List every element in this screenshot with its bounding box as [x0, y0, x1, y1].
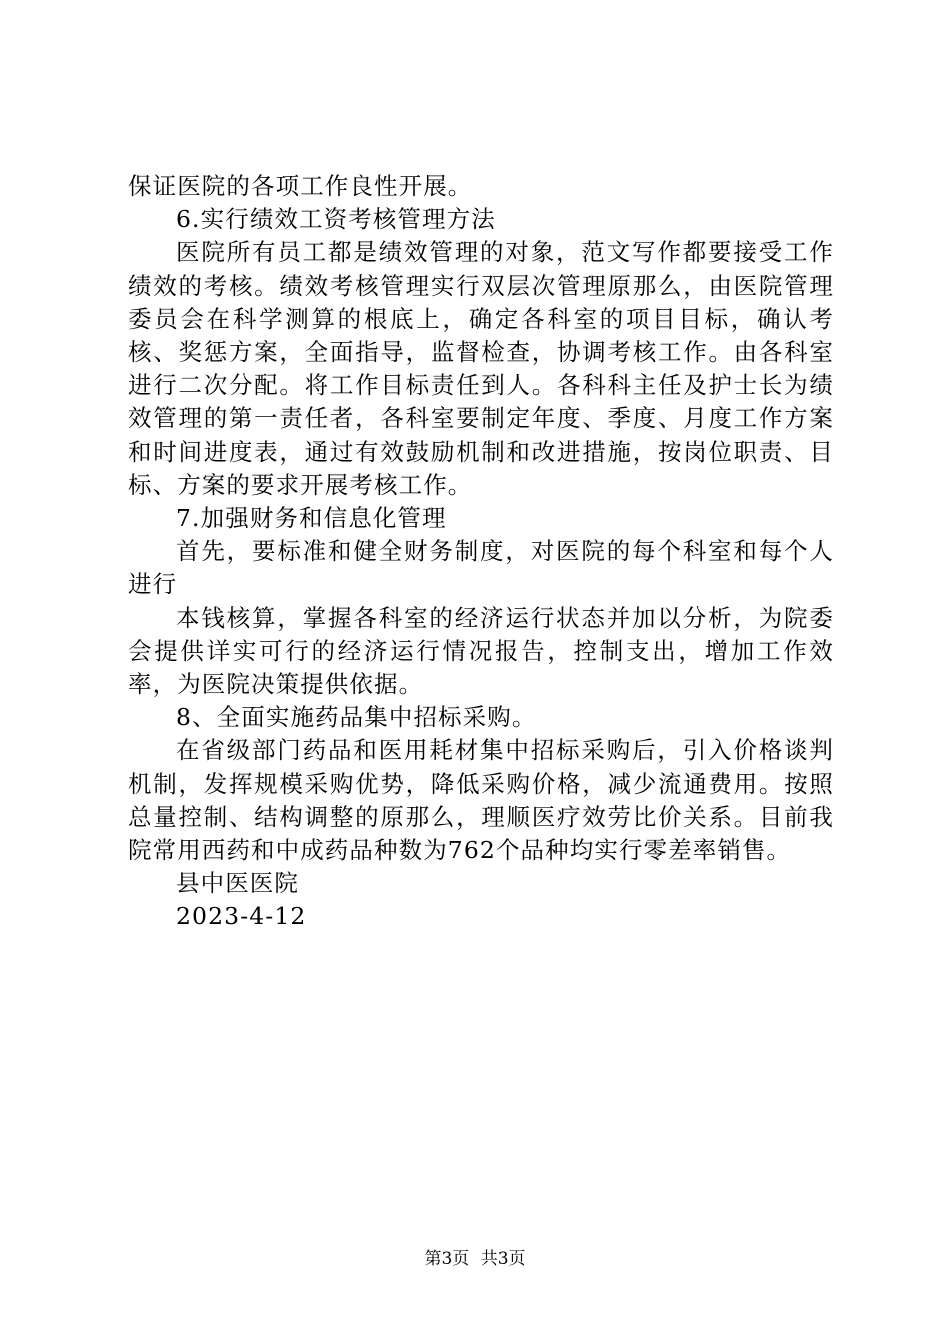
paragraph-continuation: 保证医院的各项工作良性开展。 [128, 172, 473, 200]
paragraph-finance-intro: 首先，要标准和健全财务制度，对医院的每个科室和每个人进行 [128, 537, 834, 599]
paragraph-performance: 医院所有员工都是绩效管理的对象，范文写作都要接受工作绩效的考核。绩效考核管理实行双层次管理原那么，由医院管理委员会在科学测算的根底上，确定各科室的项目目标，确认考核、奖惩方案，全面指导，监督检查，协调考核工作。由各科室进行二次分配。将工作目标责任到人。各科科主任及护士长为绩效管理的第一责任者，各科室要制定年度、季度、月度工作方案和时间进度表，通过有效鼓励机制和改进措施，按岗位职责、目标、方案的要求开展考核工作。 [128, 238, 834, 499]
section-heading-7: 7.加强财务和信息化管理 [176, 504, 447, 533]
document-body [128, 170, 834, 934]
section-heading-8: 8、全面实施药品集中招标采购。 [176, 703, 537, 732]
paragraph-cost-accounting: 本钱核算，掌握各科室的经济运行状态并加以分析，为院委会提供详实可行的经济运行情况报告，控制支出，增加工作效率，为医院决策提供依据。 [128, 603, 834, 699]
signature-org: 县中医医院 [176, 869, 299, 898]
paragraph-procurement: 在省级部门药品和医用耗材集中招标采购后，引入价格谈判机制，发挥规模采购优势，降低采购价格，减少流通费用。按照总量控制、结构调整的原那么，理顺医疗效劳比价关系。目前我院常用西药和中成药品种数为762个品种均实行零差率销售。 [128, 736, 834, 865]
page-number: 第3页 [424, 1249, 470, 1269]
section-heading-6: 6.实行绩效工资考核管理方法 [176, 205, 496, 234]
signature-date: 2023-4-12 [176, 902, 307, 931]
page-total: 共3页 [480, 1249, 526, 1269]
page-footer [0, 1244, 950, 1269]
